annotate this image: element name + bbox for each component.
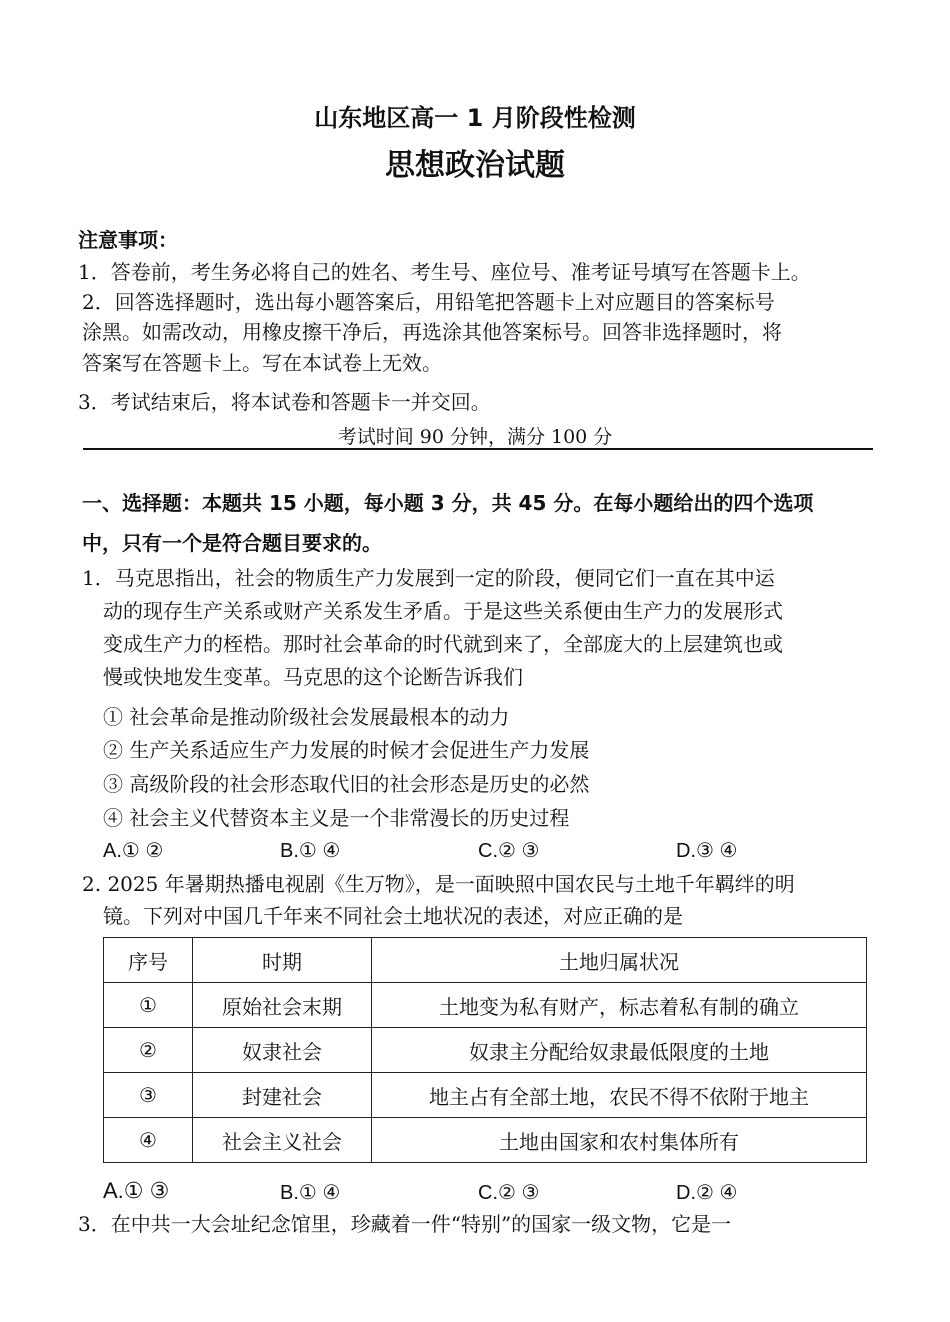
header-cell-number: 序号 (104, 938, 193, 983)
notice-item-3: 3．考试结束后，将本试卷和答题卡一并交回。 (78, 390, 491, 414)
section-heading-line-1: 一、选择题：本题共 15 小题，每小题 3 分，共 45 分。在每小题给出的四个选项 (82, 491, 814, 515)
header-cell-land-status: 土地归属状况 (372, 938, 867, 983)
table-row (104, 1028, 867, 1073)
divider-line (83, 448, 873, 450)
section-heading-line-2: 中，只有一个是符合题目要求的。 (82, 531, 382, 555)
row-number: ③ (104, 1073, 193, 1118)
q1-option-d: D.③ ④ (676, 840, 738, 862)
q1-line-3: 变成生产力的桎梏。那时社会革命的时代就到来了，全部庞大的上层建筑也或 (103, 632, 783, 656)
q1-statement-1: ① 社会革命是推动阶级社会发展最根本的动力 (103, 705, 510, 729)
q1-option-c: C.② ③ (478, 840, 540, 862)
row-number: ④ (104, 1118, 193, 1163)
row-period: 社会主义社会 (193, 1118, 372, 1163)
q2-line-2: 镜。下列对中国几千年来不同社会土地状况的表述，对应正确的是 (103, 904, 683, 928)
q1-line-2: 动的现存生产关系或财产关系发生矛盾。于是这些关系便由生产力的发展形式 (103, 599, 783, 623)
q2-option-d: D.② ④ (676, 1182, 738, 1204)
row-land-status: 地主占有全部土地，农民不得不依附于地主 (372, 1073, 867, 1118)
row-number: ① (104, 983, 193, 1028)
row-land-status: 土地变为私有财产，标志着私有制的确立 (372, 983, 867, 1028)
row-land-status: 奴隶主分配给奴隶最低限度的土地 (372, 1028, 867, 1073)
q1-statement-4: ④ 社会主义代替资本主义是一个非常漫长的历史过程 (103, 806, 570, 830)
q1-line-4: 慢或快地发生变革。马克思的这个论断告诉我们 (103, 665, 523, 689)
row-period: 原始社会末期 (193, 983, 372, 1028)
notice-item-2-line-2: 涂黑。如需改动，用橡皮擦干净后，再选涂其他答案标号。回答非选择题时，将 (82, 320, 782, 344)
subject-title: 思想政治试题 (385, 148, 565, 183)
notice-item-2-line-3: 答案写在答题卡上。写在本试卷上无效。 (82, 351, 442, 375)
exam-time-info: 考试时间 90 分钟，满分 100 分 (337, 426, 613, 448)
table-row (104, 1073, 867, 1118)
q3-line-1: 3．在中共一大会址纪念馆里，珍藏着一件“特别”的国家一级文物，它是一 (78, 1212, 732, 1236)
row-land-status: 土地由国家和农村集体所有 (372, 1118, 867, 1163)
q2-line-1: 2. 2025 年暑期热播电视剧《生万物》，是一面映照中国农民与土地千年羁绊的明 (82, 872, 795, 896)
land-status-table (103, 937, 867, 1163)
exam-title: 山东地区高一 1 月阶段性检测 (314, 104, 636, 132)
row-period: 奴隶社会 (193, 1028, 372, 1073)
q1-line-1: 1．马克思指出，社会的物质生产力发展到一定的阶段，便同它们一直在其中运 (82, 566, 775, 590)
notice-item-2-line-1: 2．回答选择题时，选出每小题答案后，用铅笔把答题卡上对应题目的答案标号 (82, 290, 775, 314)
row-period: 封建社会 (193, 1073, 372, 1118)
q2-option-b: B.① ④ (280, 1182, 341, 1204)
q2-option-c: C.② ③ (478, 1182, 540, 1204)
notice-item-1: 1．答卷前，考生务必将自己的姓名、考生号、座位号、准考证号填写在答题卡上。 (78, 260, 811, 284)
q2-option-a: A.① ③ (103, 1178, 170, 1203)
row-number: ② (104, 1028, 193, 1073)
table-row (104, 1118, 867, 1163)
header-cell-period: 时期 (193, 938, 372, 983)
notice-heading: 注意事项： (78, 228, 178, 252)
table-row (104, 983, 867, 1028)
q1-option-b: B.① ④ (280, 840, 341, 862)
q1-statement-2: ② 生产关系适应生产力发展的时候才会促进生产力发展 (103, 738, 590, 762)
q1-option-a: A.① ② (103, 840, 164, 862)
q1-statement-3: ③ 高级阶段的社会形态取代旧的社会形态是历史的必然 (103, 772, 590, 796)
table-header-row (104, 938, 867, 983)
